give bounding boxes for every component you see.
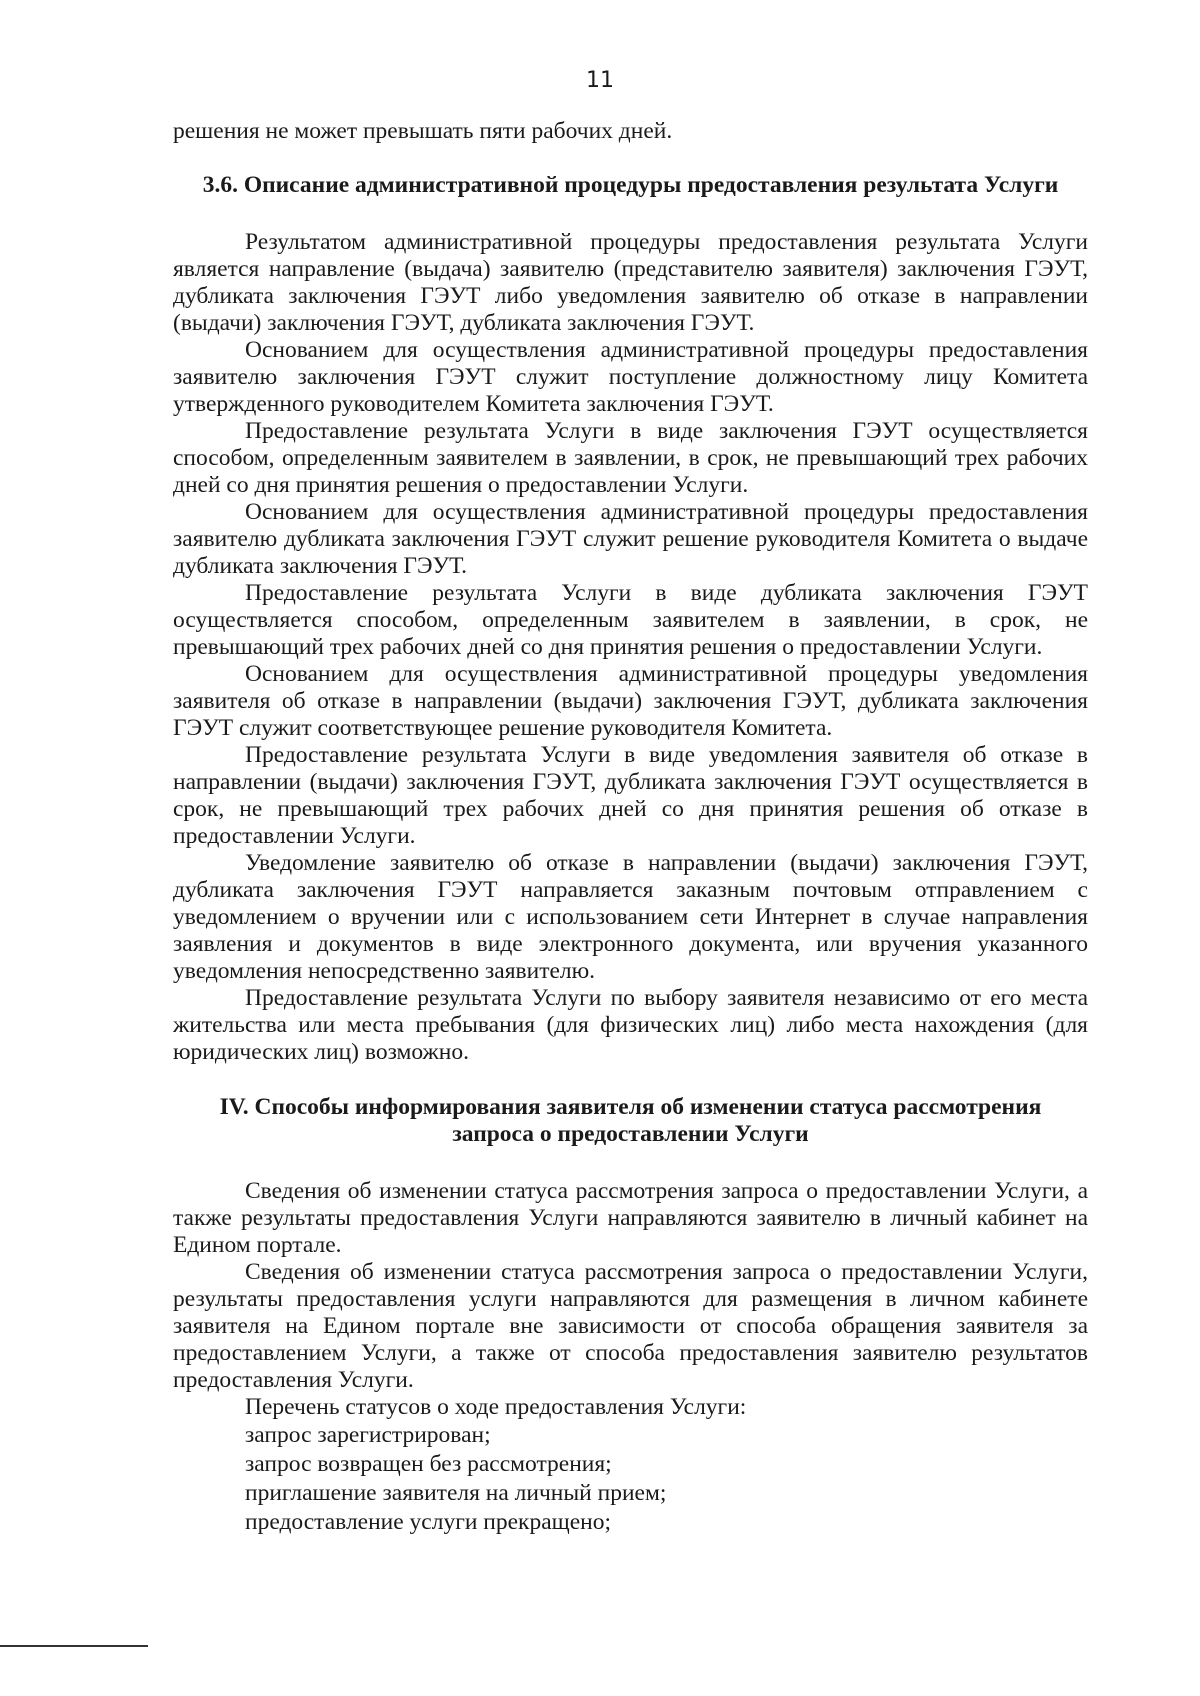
paragraph: Предоставление результата Услуги в виде заключения ГЭУТ осуществляется способом, определенным заявителем в заявлении, в срок, не превышающий трех рабочих дней со дня принятия решения о предоставлении Услуги.: [173, 418, 1088, 498]
paragraph: Основанием для осуществления административной процедуры предоставления заявителю дубликата заключения ГЭУТ служит решение руководителя Комитета о выдаче дубликата заключения ГЭУТ.: [173, 499, 1088, 579]
paragraph: Предоставление результата Услуги по выбору заявителя независимо от его места жительства или места пребывания (для физических лиц) либо места нахождения (для юридических лиц) возможно.: [173, 985, 1088, 1065]
paragraph: Предоставление результата Услуги в виде дубликата заключения ГЭУТ осуществляется способом, определенным заявителем в заявлении, в срок, не превышающий трех рабочих дней со дня принятия решения о предоставлении Услуги.: [173, 580, 1088, 660]
status-list-item: запрос возвращен без рассмотрения;: [245, 1451, 612, 1477]
paragraph: Основанием для осуществления административной процедуры предоставления заявителю заключения ГЭУТ служит поступление должностному лицу Комитета утвержденного руководителем Комитета заключения ГЭУТ.: [173, 337, 1088, 417]
footer-divider: [0, 1645, 148, 1647]
status-list-item: запрос зарегистрирован;: [245, 1422, 491, 1448]
section-iv-heading: [173, 1094, 1088, 1148]
section-iv-body: [173, 1178, 1088, 1537]
status-list-intro: Перечень статусов о ходе предоставления Услуги:: [245, 1394, 747, 1420]
section-3-6-heading: 3.6. Описание административной процедуры предоставления результата Услуги: [202, 172, 1059, 198]
section-iv-heading-line-2: запроса о предоставлении Услуги: [452, 1121, 809, 1147]
status-list-item: приглашение заявителя на личный прием;: [245, 1480, 667, 1506]
status-list-item: предоставление услуги прекращено;: [245, 1509, 612, 1535]
paragraph: Основанием для осуществления административной процедуры уведомления заявителя об отказе в направлении (выдачи) заключения ГЭУТ, дубликата заключения ГЭУТ служит соответствующее решение руководителя Комитета.: [173, 661, 1088, 741]
section-iv-heading-line-1: IV. Способы информирования заявителя об изменении статуса рассмотрения: [219, 1094, 1042, 1120]
paragraph: Предоставление результата Услуги в виде уведомления заявителя об отказе в направлении (выдачи) заключения ГЭУТ, дубликата заключения ГЭУТ осуществляется в срок, не превышающий трех рабочих дней со дня принятия решения об отказе в предоставлении Услуги.: [173, 742, 1088, 849]
lead-text: решения не может превышать пяти рабочих дней.: [173, 118, 673, 144]
paragraph: Сведения об изменении статуса рассмотрения запроса о предоставлении Услуги, результаты предоставления услуги направляются для размещения в личном кабинете заявителя на Едином портале вне зависимости от способа обращения заявителя за предоставлением Услуги, а также от способа предоставления заявителю результатов предоставления Услуги.: [173, 1259, 1088, 1393]
section-3-6-body: [173, 229, 1088, 1066]
paragraph: Результатом административной процедуры предоставления результата Услуги является направление (выдача) заявителю (представителю заявителя) заключения ГЭУТ, дубликата заключения ГЭУТ либо уведомления заявителю об отказе в направлении (выдачи) заключения ГЭУТ, дубликата заключения ГЭУТ.: [173, 229, 1088, 336]
document-body: [173, 118, 1088, 1537]
paragraph: Уведомление заявителю об отказе в направлении (выдачи) заключения ГЭУТ, дубликата заключения ГЭУТ направляется заказным почтовым отправлением с уведомлением о вручении или с использованием сети Интернет в случае направления заявления и документов в виде электронного документа, или вручения указанного уведомления непосредственно заявителю.: [173, 850, 1088, 984]
status-list: [173, 1421, 1088, 1537]
paragraph: Сведения об изменении статуса рассмотрения запроса о предоставлении Услуги, а также результаты предоставления Услуги направляются заявителю в личный кабинет на Едином портале.: [173, 1178, 1088, 1258]
page-number: 11: [586, 68, 614, 93]
